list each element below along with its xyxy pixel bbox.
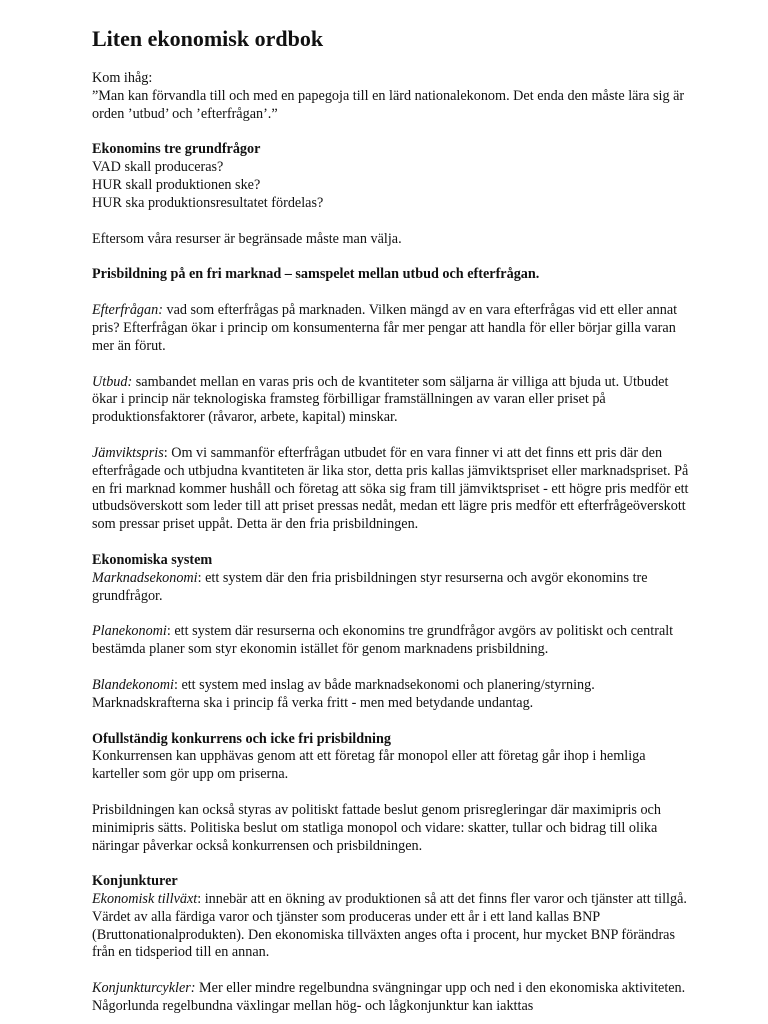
system-heading: Ekonomiska system [92,551,213,568]
intro-line: Kom ihåg: [92,70,153,86]
konkurrens-heading: Ofullständig konkurrens och icke fri prisbildning [92,730,391,747]
konjunkturer-heading: Konjunkturer [92,873,178,890]
marknadsekonomi-term: Marknadsekonomi [92,569,198,586]
intro-paragraph [92,70,692,123]
utbud-paragraph [92,374,692,427]
tillvaxt-text: : innebär att en ökning av produktionen så att det finns fler varor och tjänster att tillgå. Värdet av alla färdiga varor och tjänster som produceras under ett år i ett land kallas BNP (Bruttonationalprodukten). Den ekonomiska tillväxten anges ofta i procent, hur mycket BNP förändras från en tidsperiod till en annan. [92,891,687,961]
efterfragan-paragraph [92,302,692,355]
konkurrens-paragraph [92,731,692,784]
efterfragan-term: Efterfrågan: [92,302,163,319]
jamviktspris-term: Jämviktspris [92,444,164,461]
document-body [92,26,692,1024]
tillvaxt-term: Ekonomisk tillväxt [92,891,198,908]
blandekonomi-text: : ett system med inslag av både marknadsekonomi och planering/styrning. Marknadskrafterna ska i princip få verka fritt - men med betydande undantag. [92,676,595,711]
konjunkturcykler-text: Mer eller mindre regelbundna svängningar upp och ned i den ekonomiska aktiviteten. Någorlunda regelbundna växlingar mellan hög- och lågkonjunktur kan iakttas [92,980,686,1015]
utbud-text: sambandet mellan en varas pris och de kvantiteter som säljarna är villiga att bjuda ut. Utbudet ökar i princip när teknologiska framsteg förbilligar framställningen av varan eller priset på produktionsfaktorer (råvaror, arbete, kapital) minskar. [92,373,669,426]
grundfragor-heading: Ekonomins tre grundfrågor [92,141,261,158]
intro-quote: ”Man kan förvandla till och med en papegoja till en lärd nationalekonom. Det enda den måste lära sig är orden ’utbud’ och ’efterfrågan’.” [92,87,685,122]
page-title: Liten ekonomisk ordbok [92,26,324,51]
prisreglering-paragraph: Prisbildningen kan också styras av politiskt fattade beslut genom prisregleringar där maximipris och minimipris sätts. Politiska beslut om statliga monopol och vidare: skatter, tullar och bidrag till olika näringar påverkar också konkurrensen och prisbildningen. [92,801,661,854]
blandekonomi-term: Blandekonomi [92,676,174,693]
planekonomi-term: Planekonomi [92,623,167,640]
jamviktspris-paragraph [92,445,692,534]
resurser-paragraph: Eftersom våra resurser är begränsade måste man välja. [92,230,402,247]
konjunkturcykler-term: Konjunkturcykler: [92,980,196,997]
jamviktspris-text: : Om vi sammanför efterfrågan utbudet för en vara finner vi att det finns ett pris där den efterfrågade och utbjudna kvantiteten är lika stor, detta pris kallas jämviktspriset eller marknadspriset. På en fri marknad kommer hushåll och företag att söka sig fram till jämviktspriset - ett högre pris medför ett utbudsöverskott som leder till att priset pressas nedåt, medan ett lägre pris medför ett efterfrågeöverskott som pressar priset uppåt. Detta är den fria prisbildningen. [92,444,689,533]
planekonomi-paragraph [92,623,692,659]
grundfraga-hur-produktion: HUR skall produktionen ske? [92,176,261,193]
utbud-term: Utbud: [92,373,133,390]
konkurrens-text-1: Konkurrensen kan upphävas genom att ett företag får monopol eller att företag går ihop i hemliga karteller som gör upp om priserna. [92,748,646,783]
planekonomi-text: : ett system där resurserna och ekonomins tre grundfrågor avgörs av politiskt och centralt bestämda planer som styr ekonomin istället för genom marknadens prisbildning. [92,623,674,658]
blandekonomi-paragraph [92,677,692,713]
grundfraga-vad: VAD skall produceras? [92,159,224,176]
tillvaxt-paragraph [92,873,692,962]
grundfraga-hur-fordelning: HUR ska produktionsresultatet fördelas? [92,194,324,211]
efterfragan-text: vad som efterfrågas på marknaden. Vilken mängd av en vara efterfrågas vid ett eller annat pris? Efterfrågan ökar i princip om konsumenterna får mer pengar att handla för eller börjar gilla varan mer än förut. [92,302,678,354]
konjunkturcykler-paragraph [92,980,692,1016]
prisbildning-heading: Prisbildning på en fri marknad – samspelet mellan utbud och efterfrågan. [92,266,540,283]
grundfragor-section [92,141,692,212]
marknadsekonomi-paragraph [92,552,692,605]
marknadsekonomi-text: : ett system där den fria prisbildningen styr resurserna och avgör ekonomins tre grundfrågor. [92,569,648,604]
